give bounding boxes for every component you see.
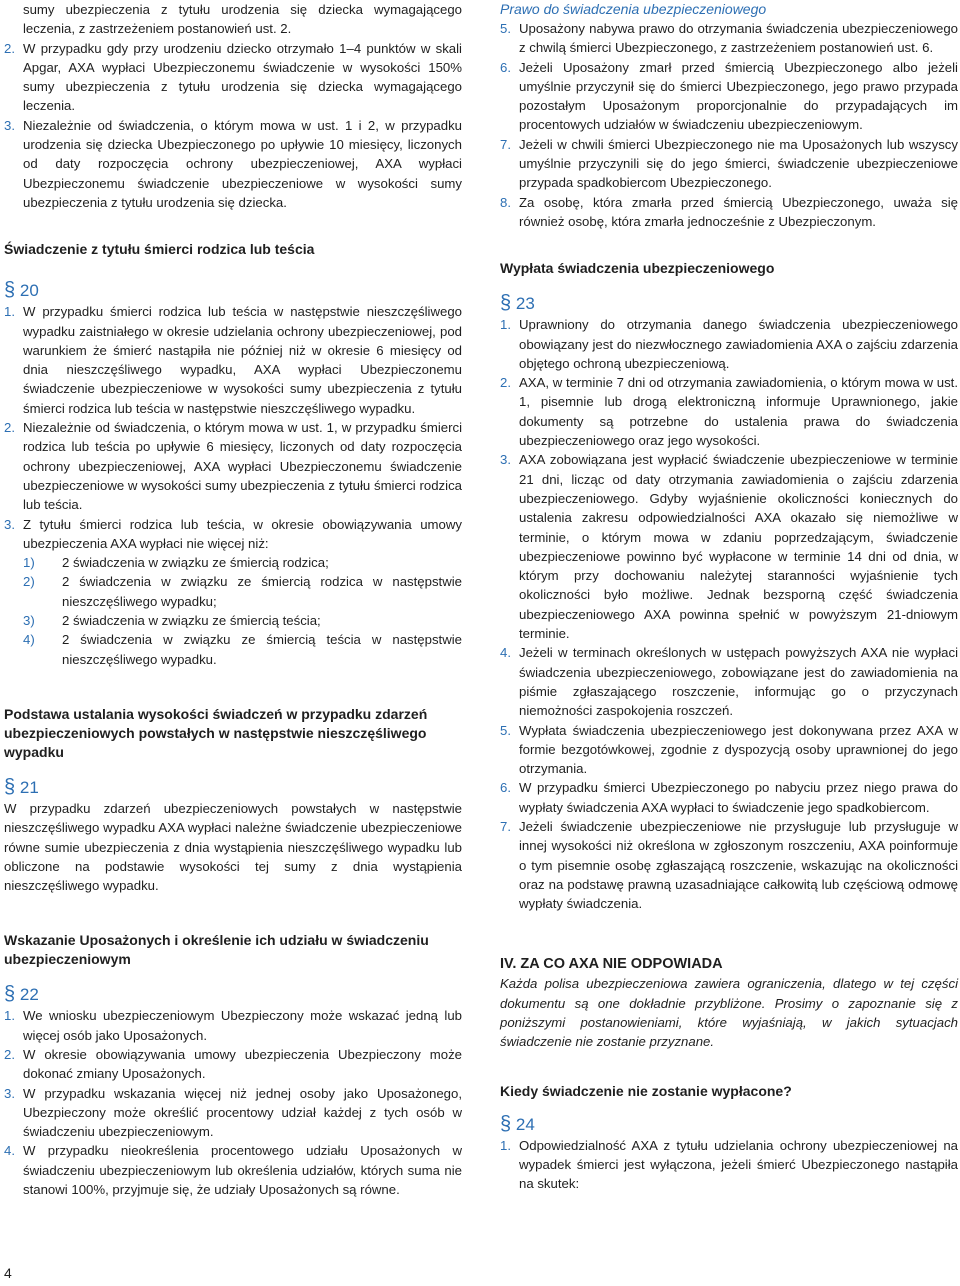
s22-item-5: 5. Uposażony nabywa prawo do otrzymania świadczenia ubezpieczeniowego z chwilą śmierci Ubezpieczonego, z zastrzeżeniem postanowień ust. 6. bbox=[500, 21, 958, 56]
heading-section-iv: IV. ZA CO AXA NIE ODPOWIADA bbox=[500, 956, 723, 973]
s20-subitem-2: 2) 2 świadczenia w związku ze śmiercią rodzica w następstwie nieszczęśliwego wypadku; bbox=[23, 574, 462, 609]
s20-subitem-3: 3) 2 świadczenia w związku ze śmiercią teścia; bbox=[23, 613, 321, 629]
page-number: 4 bbox=[4, 1265, 12, 1281]
heading-beneficiaries: Wskazanie Uposażonych i określenie ich udziału w świadczeniu ubezpieczeniowym bbox=[4, 932, 429, 968]
s22-item-1: 1. We wniosku ubezpieczeniowym Ubezpieczony może wskazać jedną lub więcej osób jako Uposażonych. bbox=[4, 1008, 462, 1043]
right-column bbox=[500, 0, 958, 1194]
s24-item-1: 1. Odpowiedzialność AXA z tytułu udzielania ochrony ubezpieczeniowej na wypadek śmierci jest wyłączona, jeżeli śmierć Ubezpieczonego nastąpiła na skutek: bbox=[500, 1137, 958, 1192]
heading-not-paid: Kiedy świadczenie nie zostanie wypłacone? bbox=[500, 1082, 792, 1099]
s22-item-3: 3. W przypadku wskazania więcej niż jednej osoby jako Uposażonego, Ubezpieczony może określić procentowy udział każdej z tych osób w świadczeniu ubezpieczeniowym. bbox=[4, 1085, 462, 1140]
heading-payment: Wypłata świadczenia ubezpieczeniowego bbox=[500, 260, 775, 277]
heading-death-parent: Świadczenie z tytułu śmierci rodzica lub teścia bbox=[4, 241, 315, 258]
s21-text: W przypadku zdarzeń ubezpieczeniowych powstałych w następstwie nieszczęśliwego wypadku AXA wypłaci należne świadczenie ubezpieczeniowe równe sumie ubezpieczenia z dnia wystąpienia nieszczęśliwego wypadku lub obliczone na podstawie wysokości tej sumy z dnia wystąpienia nieszczęśliwego wypadku. bbox=[4, 800, 462, 894]
heading-basis: Podstawa ustalania wysokości świadczeń w przypadku zdarzeń ubezpieczeniowych powstałych w następstwie nieszczęśliwego wypadku bbox=[4, 705, 428, 760]
s22-item-2: 2. W okresie obowiązywania umowy ubezpieczenia Ubezpieczony może dokonać zmiany Uposażonych. bbox=[4, 1046, 462, 1082]
s22-item-8: 8. Za osobę, która zmarła przed śmiercią Ubezpieczonego, uważa się również osobę, która zmarła jednocześnie z Ubezpieczonym. bbox=[500, 194, 958, 229]
heading-right-of-benefit: Prawo do świadczenia ubezpieczeniowego bbox=[500, 1, 767, 17]
s22-item-4: 4. W przypadku nieokreślenia procentowego udziału Uposażonych w świadczeniu ubezpieczeniowym lub określenia udziałów, których suma nie stanowi 100%, przyjmuje się, że udziały Uposażonych są równe. bbox=[4, 1143, 462, 1198]
section-iv-intro: Każda polisa ubezpieczeniowa zawiera ograniczenia, dlatego w tej części dokumentu są one dokładnie przybliżone. Prosimy o zapoznanie się z poniższymi postanowieniami, które wyjaśniają, w jakich sytuacjach świadczenie nie zostanie przyznane. bbox=[500, 976, 958, 1050]
s20-item-2: 2. Niezależnie od świadczenia, o którym mowa w ust. 1, w przypadku śmierci rodzica lub teścia po upływie 6 miesięcy, liczonych od daty rozpoczęcia ochrony ubezpieczeniowej, AXA wypłaci Ubezpieczonemu świadczenie ubezpieczeniowe w wysokości sumy ubezpieczenia z tytułu śmierci rodzica lub teścia. bbox=[4, 420, 462, 513]
s23-item-1: 1. Uprawniony do otrzymania danego świadczenia ubezpieczeniowego obowiązany jest do niezwłocznego zawiadomienia AXA o zajściu zdarzenia objętego ochroną ubezpieczeniową. bbox=[500, 317, 958, 371]
s23-item-6: 6. W przypadku śmierci Ubezpieczonego po nabyciu przez niego prawa do wypłaty świadczenia AXA wypłaci to świadczenie jego spadkobiercom. bbox=[500, 780, 958, 815]
s20-item-3: 3. Z tytułu śmierci rodzica lub teścia, w okresie obowiązywania umowy ubezpieczenia AXA wypłaci nie więcej niż: bbox=[4, 516, 462, 551]
s22-item-6: 6. Jeżeli Uposażony zmarł przed śmiercią Ubezpieczonego albo jeżeli umyślnie przyczynił się do śmierci Ubezpieczonego, jego prawo przypada pozostałym Uposażonym proporcjonalnie do przypadających im procentowych udziałów w świadczeniu ubezpieczeniowym. bbox=[500, 59, 958, 133]
s19-item-2: 2. W przypadku gdy przy urodzeniu dziecko otrzymało 1–4 punktów w skali Apgar, AXA wypłaci Ubezpieczonemu świadczenie w wysokości 150% sumy ubezpieczenia z tytułu urodzenia się dziecka wymagającego leczenia. bbox=[4, 40, 462, 114]
s23-list bbox=[500, 315, 958, 913]
s24-list bbox=[500, 1136, 958, 1194]
s19-item-1-continuation: sumy ubezpieczenia z tytułu urodzenia się dziecka wymagającego leczenia, z zastrzeżeniem postanowień ust. 2. bbox=[23, 2, 462, 37]
s23-item-7: 7. Jeżeli świadczenie ubezpieczeniowe nie przysługuje lub przysługuje w innej wysokości niż określona w zgłoszonym roszczeniu, AXA poinformuje o tym pisemnie osobę zgłaszającą roszczenie, wskazując na okoliczności oraz na podstawę prawną uzasadniające całkowitą lub częściową odmowę wypłaty świadczenia. bbox=[500, 818, 958, 912]
section-21-marker: § 21 bbox=[4, 775, 39, 798]
s20-list bbox=[4, 302, 462, 669]
section-22-marker: § 22 bbox=[4, 983, 39, 1006]
s20-subitem-4: 4) 2 świadczenia w związku ze śmiercią teścia w następstwie nieszczęśliwego wypadku. bbox=[23, 632, 462, 667]
s23-item-5: 5. Wypłata świadczenia ubezpieczeniowego jest dokonywana przez AXA w formie bezgotówkowej, zgodnie z dyspozycją osoby uprawnionej do jego otrzymania. bbox=[500, 722, 958, 777]
s23-item-4: 4. Jeżeli w terminach określonych w ustępach powyższych AXA nie wypłaci świadczenia ubezpieczeniowego, zobowiązane jest do zawiadomienia na piśmie zgłaszającego roszczenie, informując go o przyczynach niemożności zaspokojenia roszczeń. bbox=[500, 645, 958, 719]
s19-list bbox=[4, 39, 462, 213]
s22-list bbox=[4, 1006, 462, 1199]
s22-item-7: 7. Jeżeli w chwili śmierci Ubezpieczonego nie ma Uposażonych lub wszyscy umyślnie przyczynili się do jego śmierci, świadczenie ubezpieczeniowe przypada spadkobiercom Ubezpieczonego. bbox=[500, 136, 958, 191]
section-24-marker: § 24 bbox=[500, 1112, 535, 1135]
s20-item-1: 1. W przypadku śmierci rodzica lub teścia w następstwie nieszczęśliwego wypadku zaistniałego w okresie udzielania ochrony ubezpieczeniowej, pod warunkiem że śmierć nastąpiła nie później niż w okresie 6 miesięcy od dnia nieszczęśliwego wypadku, AXA wypłaci Ubezpieczonemu świadczenie ubezpieczeniowe w wysokości sumy ubezpieczenia z tytułu śmierci rodzica lub teścia w następstwie nieszczęśliwego wypadku. bbox=[4, 304, 462, 416]
s20-subitem-1: 1) 2 świadczenia w związku ze śmiercią rodzica; bbox=[23, 555, 329, 571]
left-column bbox=[4, 0, 462, 1199]
s23-item-2: 2. AXA, w terminie 7 dni od otrzymania zawiadomienia, o którym mowa w ust. 1, pisemnie lub drogą elektroniczną informuje Uprawnionego, jakie dokumenty są potrzebne do ustalenia prawa do świadczenia ubezpieczeniowego oraz jego wysokości. bbox=[500, 375, 958, 449]
s23-item-3: 3. AXA zobowiązana jest wypłacić świadczenie ubezpieczeniowe w terminie 21 dni, licząc od daty otrzymania zawiadomienia o zajściu zdarzenia ubezpieczeniowego. Gdyby wyjaśnienie okoliczności koniecznych do ustalenia zakresu odpowiedzialności AXA okazało się niemożliwe w terminie, o którym mowa w zdaniu poprzedzającym, świadczenie ubezpieczeniowe powinno być wypłacone w terminie 14 dni od dnia, w którym przy dochowaniu należytej staranności wyjaśnienie tych okoliczności było możliwe. Jednak bezsporną część świadczenia ubezpieczeniowego AXA powinna spełnić w powyższym 21-dniowym terminie. bbox=[500, 452, 958, 642]
section-20-marker: § 20 bbox=[4, 279, 39, 302]
s19-item-3: 3. Niezależnie od świadczenia, o którym mowa w ust. 1 i 2, w przypadku urodzenia się dziecka Ubezpieczonego po upływie 10 miesięcy, liczonych od daty rozpoczęcia ochrony ubezpieczeniowej, AXA wypłaci Ubezpieczonemu świadczenie ubezpieczeniowe w wysokości sumy ubezpieczenia z tytułu urodzenia się dziecka. bbox=[4, 117, 462, 210]
section-23-marker: § 23 bbox=[500, 292, 535, 315]
s22b-list bbox=[500, 19, 958, 231]
